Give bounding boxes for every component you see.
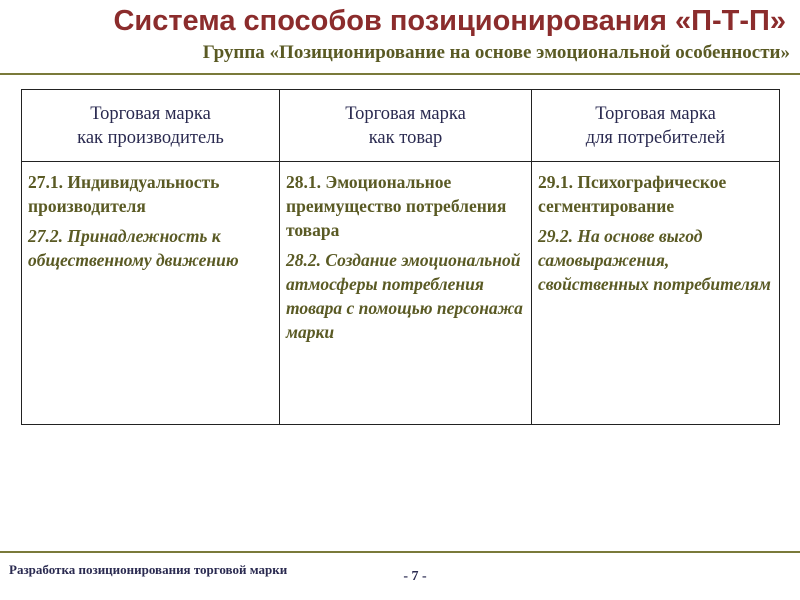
header-manufacturer bbox=[22, 90, 280, 162]
slide-subtitle: Группа «Позиционирование на основе эмоциональной особенности» bbox=[202, 42, 790, 63]
header-consumers bbox=[532, 90, 780, 162]
point-28-2: 28.2. Создание эмоциональной атмосферы потребления товара с помощью персонажа марки bbox=[286, 250, 523, 342]
header-product bbox=[280, 90, 532, 162]
table-cell-consumers bbox=[532, 162, 780, 425]
header-label: Торговая марка как производитель bbox=[77, 103, 224, 148]
page-number: - 7 - bbox=[403, 569, 427, 584]
table-cell-product bbox=[280, 162, 532, 425]
slide-title: Система способов позиционирования «П-Т-П» bbox=[113, 5, 786, 37]
point-28-1: 28.1. Эмоциональное преимущество потребления товара bbox=[286, 172, 507, 240]
table-header-row bbox=[22, 90, 780, 162]
point-29-2: 29.2. На основе выгод самовыражения, свойственных потребителям bbox=[538, 226, 771, 294]
header-label: Торговая марка как товар bbox=[345, 103, 466, 148]
footer-caption: Разработка позиционирования торговой марки bbox=[9, 562, 288, 577]
table-row bbox=[22, 162, 780, 425]
point-27-1: 27.1. Индивидуальность производителя bbox=[28, 172, 220, 216]
title-divider bbox=[0, 73, 800, 75]
point-29-1: 29.1. Психографическое сегментирование bbox=[538, 172, 727, 216]
header-label: Торговая марка для потребителей bbox=[585, 103, 726, 148]
table-cell-manufacturer bbox=[22, 162, 280, 425]
footer-divider bbox=[0, 551, 800, 553]
point-27-2: 27.2. Принадлежность к общественному движению bbox=[28, 226, 239, 270]
positioning-table bbox=[21, 89, 780, 425]
